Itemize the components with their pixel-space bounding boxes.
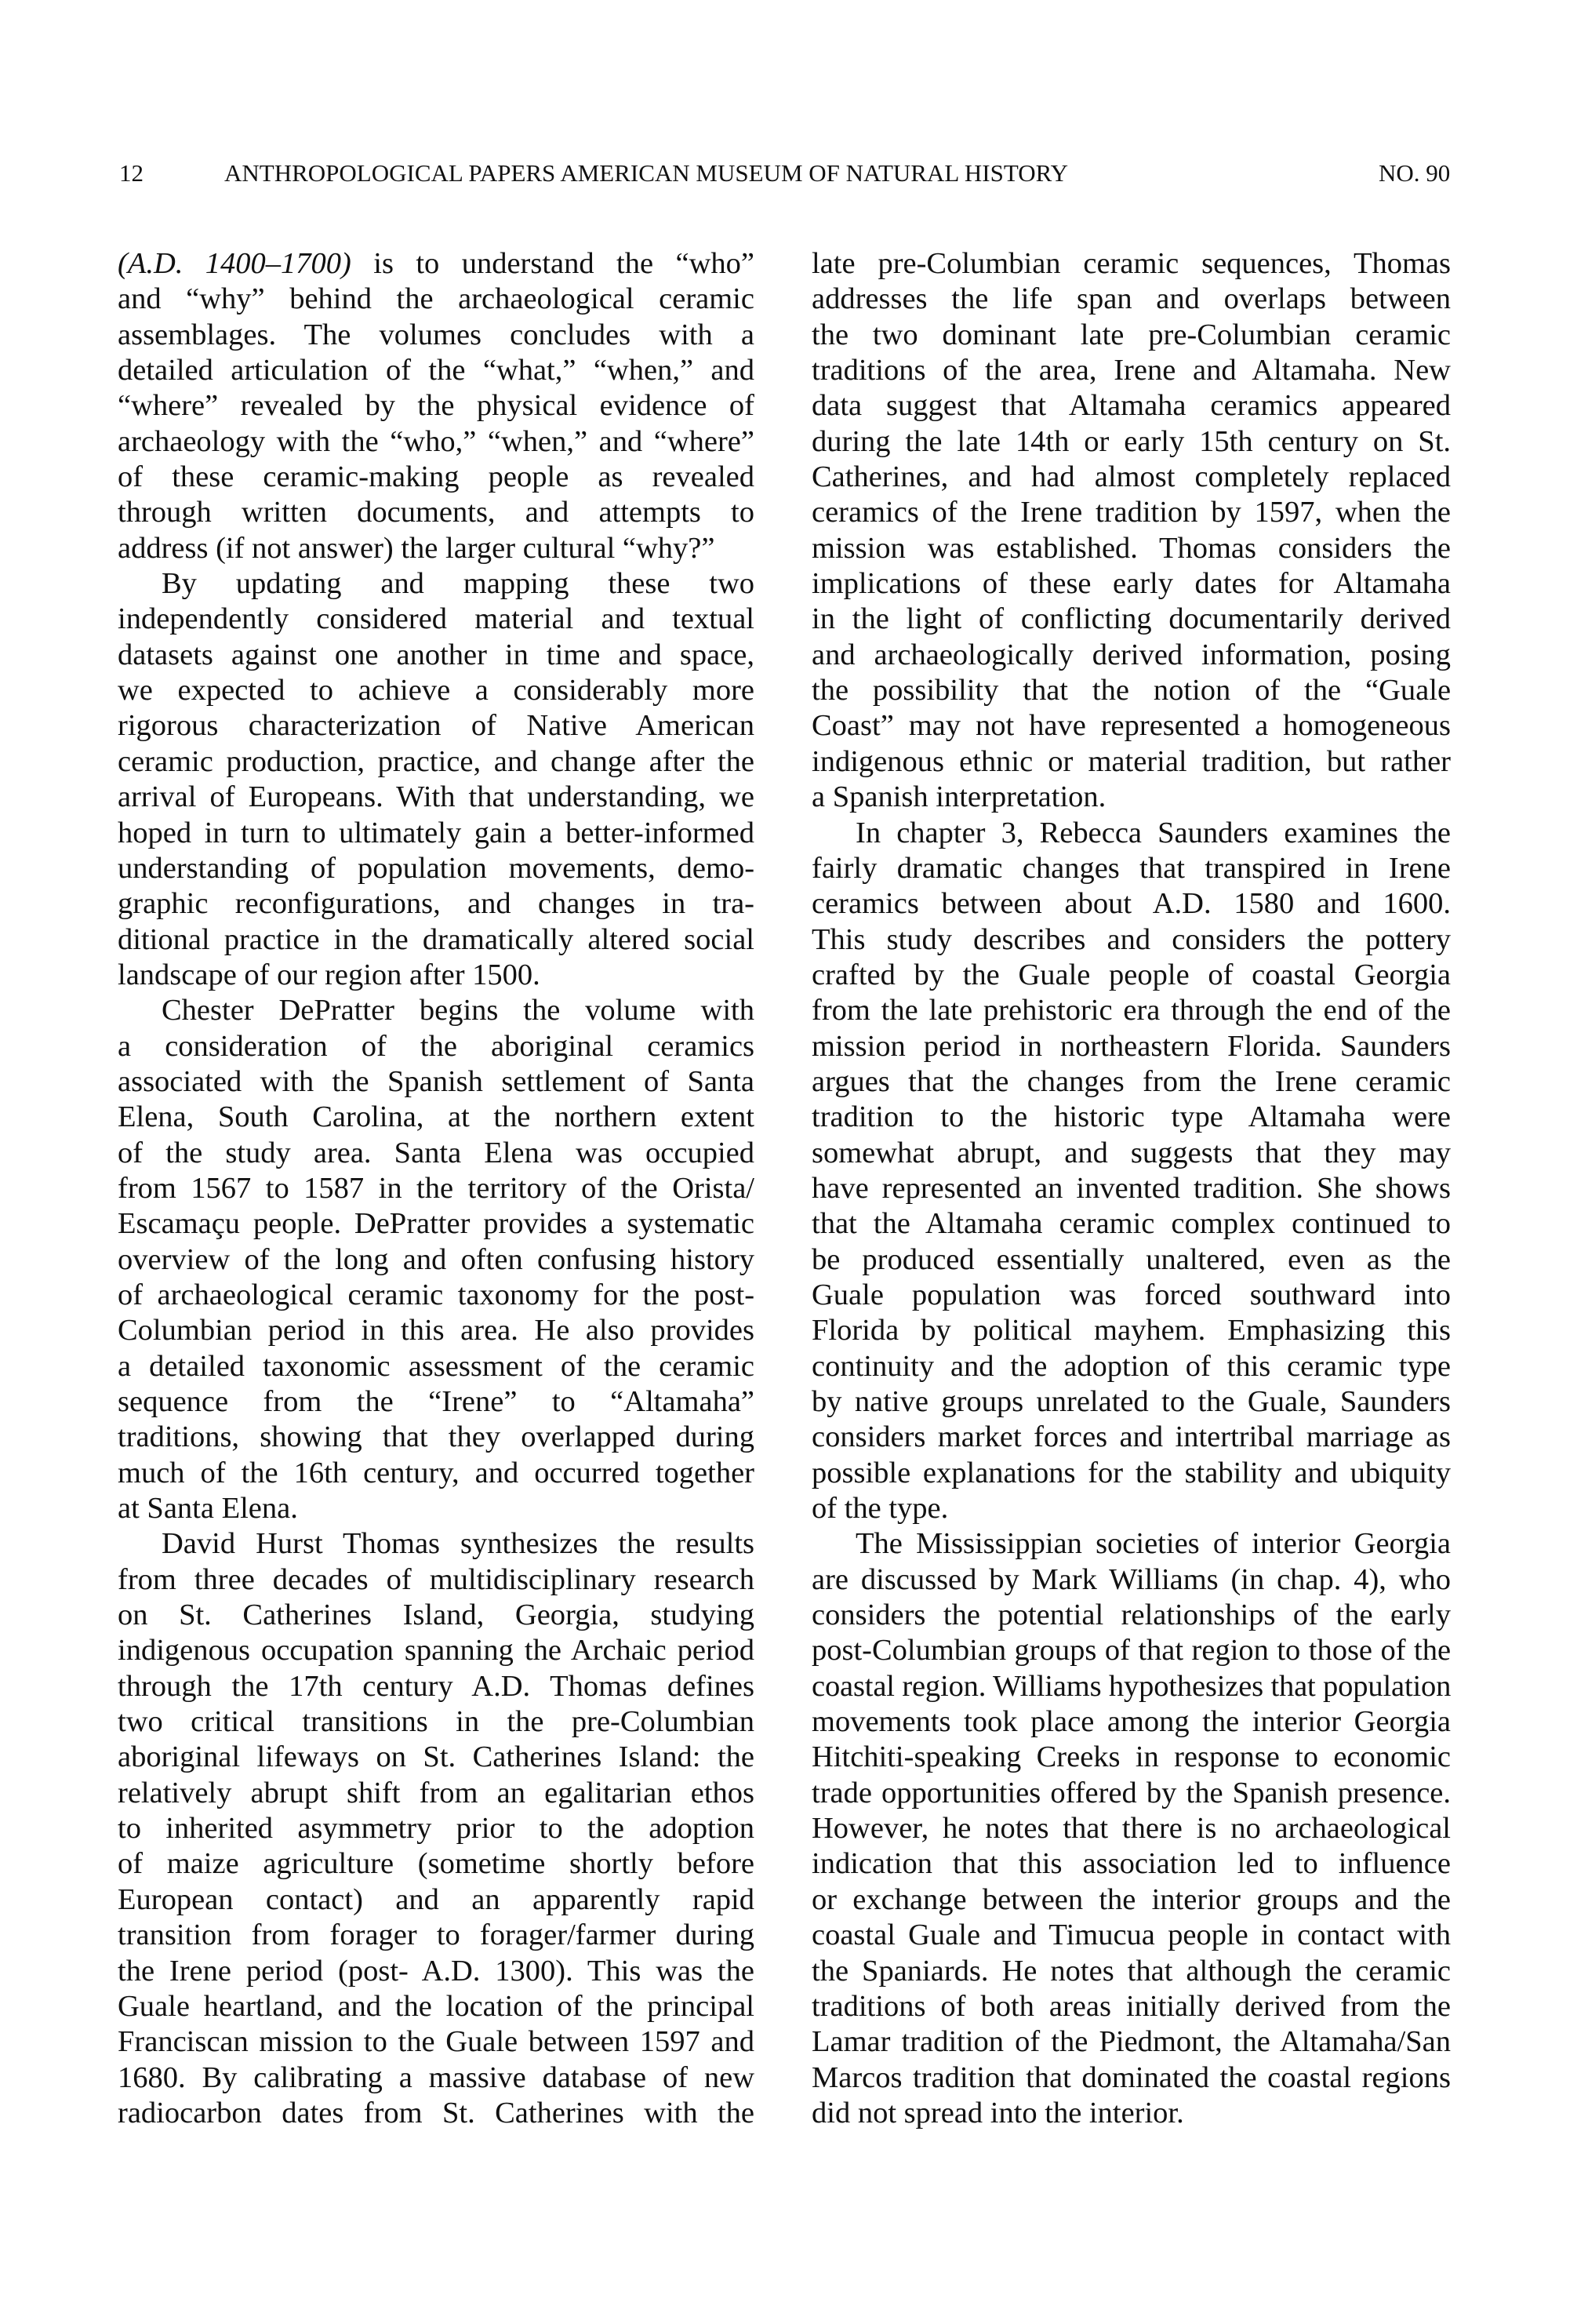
text-line-content: on St. Catherines Island, Georgia, studying — [118, 1598, 755, 1632]
text-line — [118, 1811, 754, 1846]
text-line-content: somewhat abrupt, and suggests that they may — [812, 1136, 1451, 1169]
text-line — [812, 922, 1451, 958]
text-line — [118, 1846, 754, 1882]
text-line — [118, 566, 754, 602]
text-line — [118, 1989, 754, 2024]
text-line-content: the Irene period (post- A.D. 1300). This was the — [118, 1954, 754, 1988]
text-line-content: fairly dramatic changes that transpired in Irene — [812, 851, 1451, 885]
text-line-content: to inherited asymmetry prior to the adoption — [118, 1812, 754, 1846]
text-line — [812, 1171, 1451, 1206]
text-line-content: coastal region. Williams hypothesizes that population — [812, 1669, 1452, 1703]
text-line — [812, 1420, 1451, 1455]
text-line — [118, 424, 754, 460]
text-line-content: detailed articulation of the “what,” “when,” and — [118, 354, 755, 387]
text-line-content: arrival of Europeans. With that understanding, we — [118, 780, 754, 814]
text-line — [812, 1064, 1451, 1100]
text-line — [118, 1100, 754, 1135]
text-line — [812, 1811, 1451, 1846]
text-line-content: a consideration of the aboriginal ceramics — [118, 1029, 755, 1063]
text-line — [812, 353, 1451, 388]
text-line-content: the Spaniards. He notes that although the ceramic — [812, 1954, 1452, 1988]
text-line-content: or exchange between the interior groups and the — [812, 1882, 1451, 1916]
text-line — [118, 1882, 754, 1918]
text-line-content: and archaeologically derived information, posing — [812, 638, 1451, 671]
text-line — [812, 851, 1451, 886]
text-line — [118, 673, 754, 708]
text-line-content: Escamaçu people. DePratter provides a systematic — [118, 1207, 754, 1241]
text-line — [812, 673, 1451, 708]
text-line — [118, 2096, 754, 2131]
text-line — [812, 388, 1451, 424]
text-line — [118, 993, 754, 1028]
text-line — [118, 282, 754, 317]
text-line — [812, 1989, 1451, 2024]
text-line-content: Florida by political mayhem. Emphasizing this — [812, 1314, 1451, 1347]
text-line — [812, 886, 1451, 922]
text-line — [812, 1384, 1451, 1420]
text-line-content: assemblages. The volumes concludes with a — [118, 318, 754, 351]
text-line — [812, 1740, 1451, 1775]
text-line-content: the possibility that the notion of the “Guale — [812, 674, 1452, 707]
text-line-content: Guale heartland, and the location of the principal — [118, 1989, 754, 2023]
text-line-content: indication that this association led to influence — [812, 1847, 1451, 1881]
text-line-content: indigenous occupation spanning the Archaic period — [118, 1634, 755, 1668]
text-line — [118, 1171, 754, 1206]
text-line — [118, 318, 754, 353]
text-line — [812, 2060, 1451, 2096]
text-line-content: of the type. — [812, 1492, 949, 1526]
text-line-content: continuity and the adoption of this ceramic type — [812, 1349, 1451, 1383]
text-line — [118, 1954, 754, 1989]
text-line — [812, 1278, 1451, 1313]
text-line — [118, 1491, 754, 1526]
text-line — [812, 460, 1451, 495]
text-line-content: rigorous characterization of Native American — [118, 709, 755, 743]
text-line-content: considers the potential relationships of the early — [812, 1598, 1451, 1632]
text-line-content: ceramics of the Irene tradition by 1597, when the — [812, 496, 1452, 529]
text-line-content: ditional practice in the dramatically altered social — [118, 922, 754, 956]
text-line — [812, 1954, 1451, 1989]
text-line-content: traditions of both areas initially derived from the — [812, 1989, 1451, 2023]
text-line-content: from three decades of multidisciplinary research — [118, 1562, 754, 1596]
italic-date-range: (A.D. 1400–1700) — [118, 247, 351, 280]
text-line-content: the two dominant late pre-Columbian ceramic — [812, 318, 1452, 351]
text-line — [812, 993, 1451, 1028]
text-line — [812, 780, 1451, 815]
text-line-content: addresses the life span and overlaps between — [812, 282, 1452, 316]
text-line — [812, 816, 1451, 851]
text-line — [812, 1456, 1451, 1491]
text-line-content: Marcos tradition that dominated the coastal regions — [812, 2060, 1451, 2094]
text-line — [812, 958, 1451, 993]
text-line — [812, 318, 1451, 353]
text-line — [118, 353, 754, 388]
text-line-content: through the 17th century A.D. Thomas defines — [118, 1669, 754, 1703]
text-line — [812, 638, 1451, 673]
text-line-content: of archaeological ceramic taxonomy for the post- — [118, 1278, 755, 1311]
text-line — [118, 1064, 754, 1100]
text-line-content: aboriginal lifeways on St. Catherines Island: the — [118, 1740, 754, 1774]
running-header — [0, 154, 1588, 193]
text-line-content: The Mississippian societies of interior Georgia — [856, 1527, 1451, 1561]
page-number: 12 — [119, 159, 144, 187]
text-line — [118, 816, 754, 851]
text-line-content: that the Altamaha ceramic complex continued to — [812, 1207, 1452, 1241]
text-line — [118, 602, 754, 637]
text-line — [118, 1029, 754, 1064]
text-line-content: indigenous ethnic or material tradition, but rather — [812, 744, 1452, 778]
text-line-content: of maize agriculture (sometime shortly before — [118, 1847, 754, 1881]
text-line — [118, 1206, 754, 1242]
text-line-content: address (if not answer) the larger cultural “why?” — [118, 531, 715, 565]
text-line-content: This study describes and considers the pottery — [812, 922, 1452, 956]
text-line — [812, 1100, 1451, 1135]
text-line — [118, 922, 754, 958]
text-line-content: Guale population was forced southward into — [812, 1278, 1452, 1311]
text-line — [812, 2024, 1451, 2060]
text-line — [812, 1704, 1451, 1740]
text-line — [118, 780, 754, 815]
text-line — [118, 1456, 754, 1491]
text-line — [812, 2096, 1451, 2131]
text-line-content: In chapter 3, Rebecca Saunders examines the — [856, 816, 1451, 849]
text-line — [118, 708, 754, 744]
text-line — [118, 1136, 754, 1171]
text-line-content: Elena, South Carolina, at the northern extent — [118, 1100, 754, 1134]
text-line — [118, 744, 754, 780]
text-line-content: two critical transitions in the pre-Columbian — [118, 1705, 754, 1739]
text-line — [812, 1918, 1451, 1953]
text-line-content: relatively abrupt shift from an egalitarian ethos — [118, 1776, 755, 1809]
text-line — [118, 1740, 754, 1775]
text-line-content: datasets against one another in time and space, — [118, 638, 755, 671]
text-line-content: Hitchiti-speaking Creeks in response to economic — [812, 1740, 1451, 1774]
text-line — [812, 1846, 1451, 1882]
text-line-content: did not spread into the interior. — [812, 2096, 1184, 2129]
text-line-content: David Hurst Thomas synthesizes the results — [162, 1527, 755, 1561]
text-line-content: traditions, showing that they overlapped during — [118, 1420, 754, 1454]
text-line — [118, 886, 754, 922]
text-line — [118, 2060, 754, 2096]
text-line-content: a Spanish interpretation. — [812, 780, 1107, 814]
text-line — [812, 744, 1451, 780]
text-line — [118, 2024, 754, 2060]
text-line-content: mission period in northeastern Florida. Saunders — [812, 1029, 1451, 1063]
text-line-content: overview of the long and often confusing history — [118, 1242, 754, 1276]
text-line-content: during the late 14th or early 15th century on St. — [812, 424, 1452, 458]
text-line — [118, 1526, 754, 1562]
text-line — [812, 1598, 1451, 1633]
text-line-content: implications of these early dates for Altamaha — [812, 567, 1452, 601]
text-line-content: tradition to the historic type Altamaha were — [812, 1100, 1452, 1134]
text-line-content: movements took place among the interior Georgia — [812, 1705, 1451, 1739]
text-line — [812, 1349, 1451, 1384]
text-line — [118, 1313, 754, 1348]
text-line-content: possible explanations for the stability and ubiquity — [812, 1456, 1451, 1489]
text-line-content: Catherines, and had almost completely replaced — [812, 460, 1451, 494]
text-line-content: understanding of population movements, demo- — [118, 851, 755, 885]
text-line — [118, 1349, 754, 1384]
text-line — [812, 1491, 1451, 1526]
text-line-content: Chester DePratter begins the volume with — [162, 994, 754, 1027]
text-line-content: Franciscan mission to the Guale between 1597 and — [118, 2025, 754, 2059]
text-line-content: crafted by the Guale people of coastal Georgia — [812, 958, 1451, 991]
left-column — [118, 246, 754, 2131]
text-line — [812, 1206, 1451, 1242]
text-line-content: 1680. By calibrating a massive database of new — [118, 2060, 755, 2094]
text-line-content: associated with the Spanish settlement of Santa — [118, 1064, 755, 1098]
text-line — [812, 246, 1451, 282]
text-line-content: Columbian period in this area. He also provides — [118, 1314, 754, 1347]
text-line — [118, 1242, 754, 1278]
text-line — [812, 1669, 1451, 1704]
text-line — [118, 495, 754, 530]
issue-number: NO. 90 — [1379, 159, 1451, 187]
text-line-content: by native groups unrelated to the Guale, Saunders — [812, 1385, 1451, 1418]
text-line — [812, 1242, 1451, 1278]
text-line — [812, 1526, 1451, 1562]
text-line — [118, 460, 754, 495]
running-title: ANTHROPOLOGICAL PAPERS AMERICAN MUSEUM OF NATURAL HISTORY — [224, 159, 1068, 187]
text-line-content: archaeology with the “who,” “when,” and “where” — [118, 424, 754, 458]
text-line-content: post-Columbian groups of that region to those of the — [812, 1634, 1452, 1668]
text-line-content: Lamar tradition of the Piedmont, the Altamaha/San — [812, 2025, 1451, 2059]
text-line — [118, 531, 754, 566]
text-line-content: at Santa Elena. — [118, 1492, 298, 1526]
text-line — [812, 1029, 1451, 1064]
text-line — [118, 1918, 754, 1953]
text-line-content: mission was established. Thomas considers the — [812, 531, 1451, 565]
text-line-content: considers market forces and intertribal marriage as — [812, 1420, 1451, 1454]
text-line — [812, 1776, 1451, 1811]
text-line — [812, 1882, 1451, 1918]
text-line — [118, 1633, 754, 1668]
text-line-content: of the study area. Santa Elena was occupied — [118, 1136, 754, 1169]
text-line-content: “where” revealed by the physical evidence of — [118, 389, 754, 423]
text-line — [118, 246, 754, 282]
text-line-content: from the late prehistoric era through the end of the — [812, 994, 1451, 1027]
text-line — [118, 638, 754, 673]
text-line-content: By updating and mapping these two — [162, 567, 755, 601]
text-line — [812, 1633, 1451, 1668]
text-line-content: European contact) and an apparently rapid — [118, 1882, 754, 1916]
text-line-content: landscape of our region after 1500. — [118, 958, 540, 991]
text-line-content: However, he notes that there is no archaeological — [812, 1812, 1452, 1846]
text-line-content: late pre-Columbian ceramic sequences, Thomas — [812, 247, 1452, 280]
text-line-content: we expected to achieve a considerably more — [118, 674, 755, 707]
text-line-content: are discussed by Mark Williams (in chap. 4), who — [812, 1562, 1452, 1596]
text-line-content: traditions of the area, Irene and Altamaha. New — [812, 354, 1451, 387]
text-line — [812, 602, 1451, 637]
text-line — [118, 958, 754, 993]
text-line — [812, 531, 1451, 566]
text-line-content: have represented an invented tradition. She shows — [812, 1171, 1452, 1205]
text-line — [118, 1562, 754, 1598]
text-line — [812, 566, 1451, 602]
text-line-content: data suggest that Altamaha ceramics appeared — [812, 389, 1451, 423]
text-line-content: sequence from the “Irene” to “Altamaha” — [118, 1385, 755, 1418]
text-line-content: and “why” behind the archaeological ceramic — [118, 282, 754, 316]
text-line — [118, 1776, 754, 1811]
text-line-content: ceramic production, practice, and change after the — [118, 744, 755, 778]
text-line — [812, 1136, 1451, 1171]
text-line — [118, 1598, 754, 1633]
text-line-content: coastal Guale and Timucua people in contact with — [812, 1918, 1452, 1952]
text-line — [118, 1669, 754, 1704]
text-line — [118, 1704, 754, 1740]
text-line-content: Coast” may not have represented a homogeneous — [812, 709, 1451, 743]
text-line-content: ceramics between about A.D. 1580 and 1600. — [812, 887, 1452, 921]
text-line — [118, 851, 754, 886]
text-line-content: radiocarbon dates from St. Catherines with the — [118, 2096, 755, 2129]
text-line — [118, 388, 754, 424]
text-line-content: independently considered material and textual — [118, 602, 755, 636]
text-line-content: be produced essentially unaltered, even as the — [812, 1242, 1452, 1276]
text-line — [812, 1313, 1451, 1348]
text-line — [812, 282, 1451, 317]
text-line-content: of these ceramic-making people as revealed — [118, 460, 754, 494]
text-line-content: argues that the changes from the Irene ceramic — [812, 1064, 1451, 1098]
right-column — [812, 246, 1451, 2131]
text-line — [118, 1384, 754, 1420]
text-line — [812, 495, 1451, 530]
text-line — [118, 1278, 754, 1313]
text-line-content: trade opportunities offered by the Spanish presence. — [812, 1776, 1451, 1809]
text-line-content: through written documents, and attempts to — [118, 496, 755, 529]
text-line — [118, 1420, 754, 1455]
text-line-content: much of the 16th century, and occurred together — [118, 1456, 755, 1489]
text-line-content: transition from forager to forager/farmer during — [118, 1918, 755, 1952]
text-line — [812, 708, 1451, 744]
text-line-content: a detailed taxonomic assessment of the ceramic — [118, 1349, 754, 1383]
text-line-content: is to understand the “who” — [351, 247, 754, 280]
text-line-content: graphic reconfigurations, and changes in tra- — [118, 887, 755, 921]
text-line — [812, 1562, 1451, 1598]
text-line-content: in the light of conflicting documentarily derived — [812, 602, 1452, 636]
text-line-content: from 1567 to 1587 in the territory of the Orista/ — [118, 1171, 754, 1205]
text-line-content: hoped in turn to ultimately gain a better-informed — [118, 816, 754, 849]
text-line — [812, 424, 1451, 460]
